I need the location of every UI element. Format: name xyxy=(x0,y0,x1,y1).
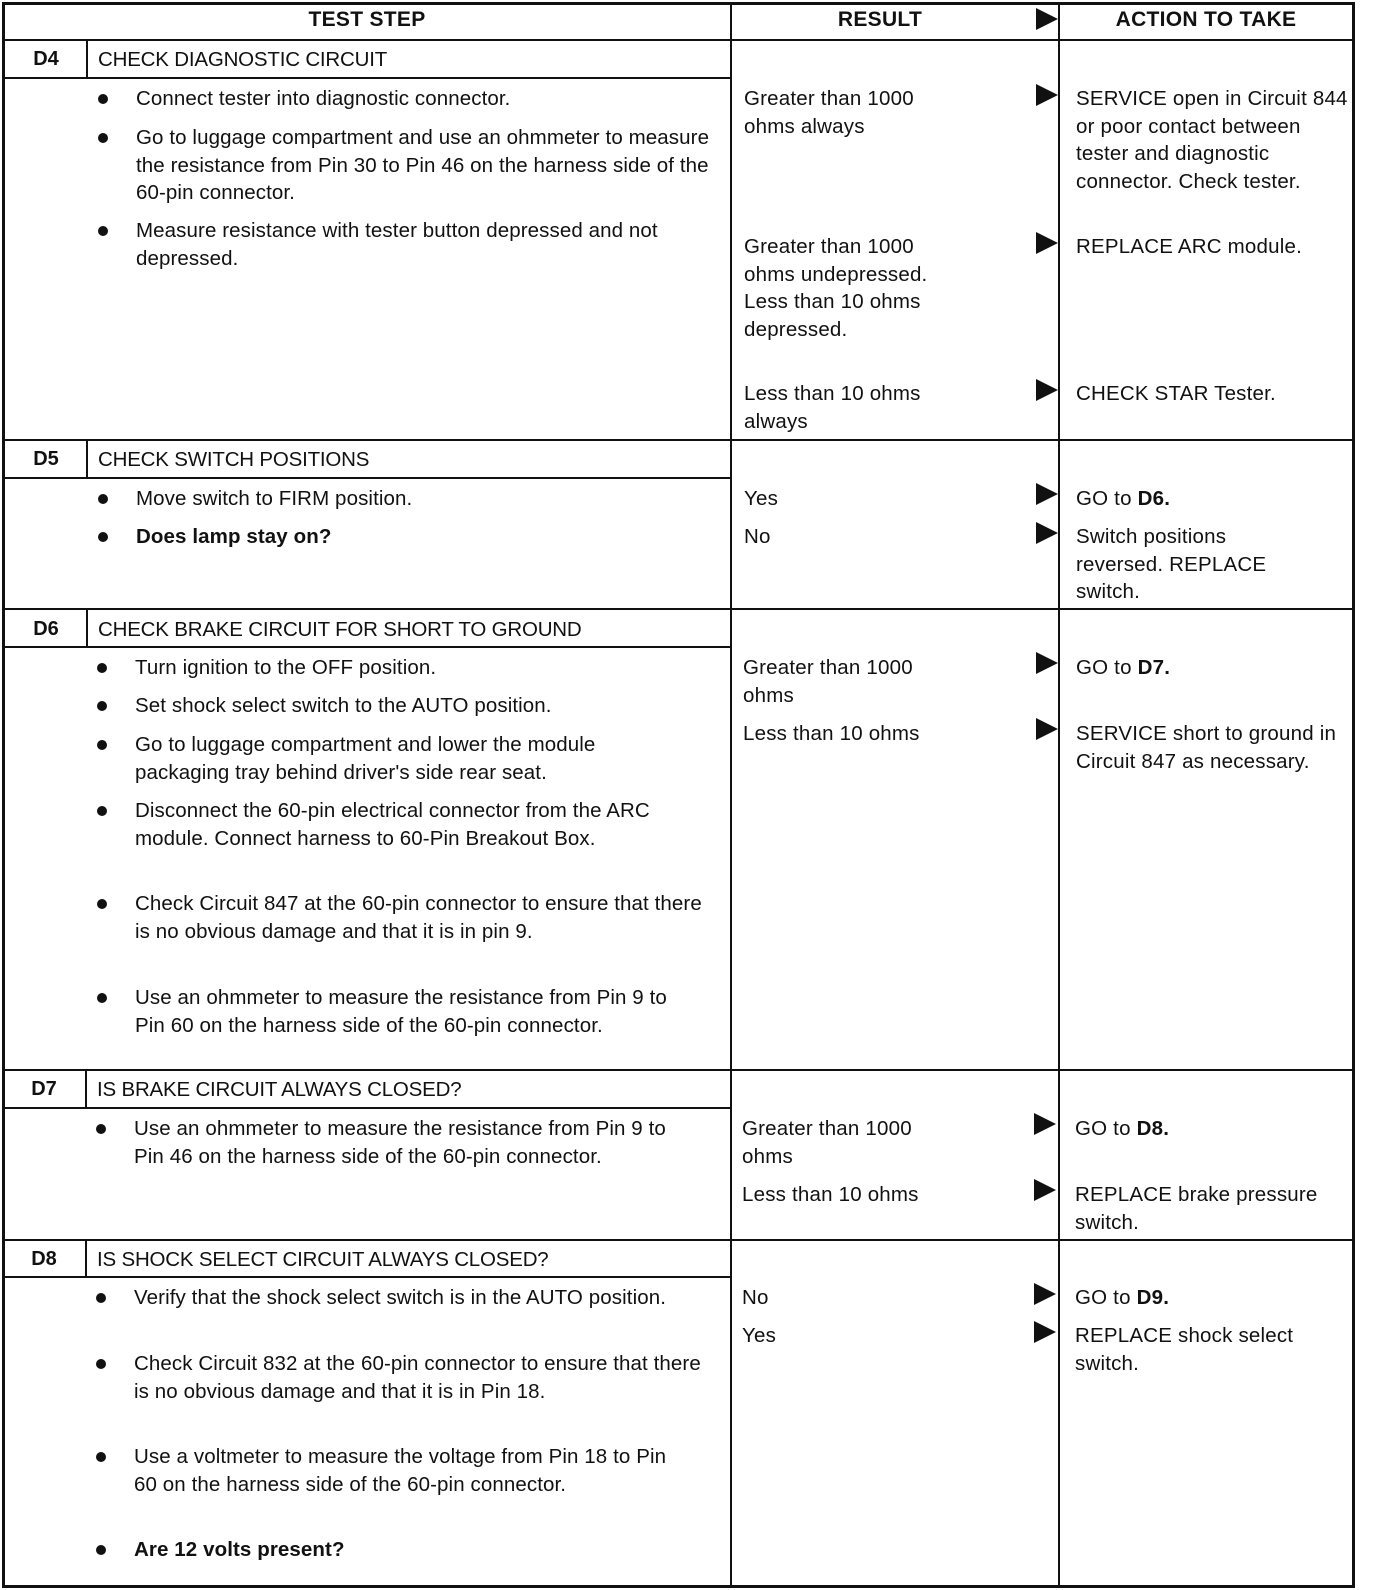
step-d5-result-1: Yes xyxy=(744,487,779,510)
title-underline-d5 xyxy=(2,477,732,479)
step-d5-bullet-1: Move switch to FIRM position. xyxy=(136,485,716,513)
arrow-icon xyxy=(1036,718,1058,740)
step-d4-action-3: CHECK STAR Tester. xyxy=(1076,382,1276,405)
bullet-icon xyxy=(96,1359,106,1369)
table-border-right xyxy=(1352,2,1355,1588)
step-d6-result-2: Less than 10 ohms xyxy=(743,722,920,745)
arrow-icon xyxy=(1036,652,1058,674)
arrow-icon xyxy=(1034,1179,1056,1201)
step-d5-bullet-2: Does lamp stay on? xyxy=(136,523,716,551)
id-divider-d6 xyxy=(86,608,88,648)
step-d6-bullet-2: Set shock select switch to the AUTO position. xyxy=(135,692,715,720)
step-d7-bullet-1: Use an ohmmeter to measure the resistance from Pin 9 to Pin 46 on the harness side of the 60-pin connector. xyxy=(134,1115,694,1170)
step-d6-bullet-6: Use an ohmmeter to measure the resistance from Pin 9 to Pin 60 on the harness side of the 60-pin connector. xyxy=(135,984,695,1039)
column-divider-result xyxy=(730,2,732,1588)
bullet-icon xyxy=(96,1545,106,1555)
arrow-icon xyxy=(1034,1283,1056,1305)
step-d6-bullet-4: Disconnect the 60-pin electrical connector from the ARC module. Connect harness to 60-Pin Breakout Box. xyxy=(135,797,715,852)
id-divider-d5 xyxy=(86,439,88,479)
step-d8-action-2: REPLACE shock select switch. xyxy=(1075,1324,1294,1375)
table-border-left xyxy=(2,2,5,1588)
id-divider-d4 xyxy=(86,39,88,79)
title-underline-d8 xyxy=(2,1276,732,1278)
column-divider-action xyxy=(1058,2,1060,1588)
header-action: ACTION TO TAKE xyxy=(1115,8,1297,31)
step-d8-result-1: No xyxy=(742,1286,769,1309)
id-divider-d8 xyxy=(85,1239,87,1278)
bullet-icon xyxy=(97,740,107,750)
step-title-d6: CHECK BRAKE CIRCUIT FOR SHORT TO GROUND xyxy=(98,618,582,641)
step-d8-bullet-4: Are 12 volts present? xyxy=(134,1536,694,1564)
step-d5-result-2: No xyxy=(744,525,771,548)
step-d6-action-1: GO to D7. xyxy=(1076,656,1171,679)
step-id-d6: D6 xyxy=(33,618,59,640)
arrow-icon xyxy=(1036,483,1058,505)
bullet-icon xyxy=(96,1452,106,1462)
bullet-icon xyxy=(98,94,108,104)
arrow-icon xyxy=(1036,84,1058,106)
title-underline-d6 xyxy=(2,646,732,648)
step-d7-result-2: Less than 10 ohms xyxy=(742,1183,919,1206)
id-divider-d7 xyxy=(85,1069,87,1109)
step-d8-bullet-1: Verify that the shock select switch is in the AUTO position. xyxy=(134,1284,694,1312)
step-d6-result-1: Greater than 1000 ohms xyxy=(743,656,913,707)
step-d7-action-2: REPLACE brake pressure switch. xyxy=(1075,1183,1318,1234)
step-d8-action-1: GO to D9. xyxy=(1075,1286,1170,1309)
step-d4-bullet-1: Connect tester into diagnostic connector. xyxy=(136,85,716,113)
arrow-icon xyxy=(1036,522,1058,544)
step-id-d5: D5 xyxy=(33,448,59,470)
bullet-icon xyxy=(98,494,108,504)
step-title-d4: CHECK DIAGNOSTIC CIRCUIT xyxy=(98,48,388,71)
step-d6-bullet-5: Check Circuit 847 at the 60-pin connector to ensure that there is no obvious damage and that it is in pin 9. xyxy=(135,890,715,945)
step-d6-bullet-3: Go to luggage compartment and lower the module packaging tray behind driver's side rear seat. xyxy=(135,731,695,786)
bullet-icon xyxy=(96,1293,106,1303)
step-d7-action-1: GO to D8. xyxy=(1075,1117,1170,1140)
header-arrow-icon xyxy=(1036,8,1058,30)
bullet-icon xyxy=(98,532,108,542)
step-d7-result-1: Greater than 1000 ohms xyxy=(742,1117,912,1168)
step-d5-action-2: Switch positions reversed. REPLACE switch. xyxy=(1076,525,1267,603)
table-border-top xyxy=(2,2,1354,5)
header-result: RESULT xyxy=(837,8,923,31)
step-d8-bullet-2: Check Circuit 832 at the 60-pin connector to ensure that there is no obvious damage and that it is in Pin 18. xyxy=(134,1350,714,1405)
bullet-icon xyxy=(98,133,108,143)
title-underline-d7 xyxy=(2,1107,732,1109)
step-d4-result-3: Less than 10 ohms always xyxy=(744,382,921,433)
row-divider-d6 xyxy=(2,608,1354,610)
header-test-step: TEST STEP xyxy=(308,8,426,31)
step-d4-action-1: SERVICE open in Circuit 844 or poor contact between tester and diagnostic connector. Check tester. xyxy=(1076,87,1348,193)
arrow-icon xyxy=(1034,1321,1056,1343)
bullet-icon xyxy=(98,226,108,236)
step-title-d5: CHECK SWITCH POSITIONS xyxy=(98,448,370,471)
arrow-icon xyxy=(1034,1113,1056,1135)
step-d8-result-2: Yes xyxy=(742,1324,777,1347)
row-divider-d5 xyxy=(2,439,1354,441)
bullet-icon xyxy=(96,1124,106,1134)
step-d4-result-1: Greater than 1000 ohms always xyxy=(744,87,914,138)
title-underline-d4 xyxy=(2,77,732,79)
arrow-icon xyxy=(1036,379,1058,401)
step-d4-result-2: Greater than 1000 ohms undepressed. Less than 10 ohms depressed. xyxy=(744,235,928,341)
table-border-bottom xyxy=(2,1585,1354,1588)
row-divider-d8 xyxy=(2,1239,1354,1241)
bullet-icon xyxy=(97,899,107,909)
step-d6-action-2: SERVICE short to ground in Circuit 847 as necessary. xyxy=(1076,722,1337,773)
header-divider xyxy=(2,39,1354,41)
bullet-icon xyxy=(97,993,107,1003)
arrow-icon xyxy=(1036,232,1058,254)
step-title-d8: IS SHOCK SELECT CIRCUIT ALWAYS CLOSED? xyxy=(97,1248,549,1271)
step-d5-action-1: GO to D6. xyxy=(1076,487,1171,510)
step-d6-bullet-1: Turn ignition to the OFF position. xyxy=(135,654,715,682)
step-d4-action-2: REPLACE ARC module. xyxy=(1076,235,1302,258)
row-divider-d7 xyxy=(2,1069,1354,1071)
bullet-icon xyxy=(97,806,107,816)
step-title-d7: IS BRAKE CIRCUIT ALWAYS CLOSED? xyxy=(97,1078,462,1101)
step-id-d4: D4 xyxy=(33,48,59,70)
step-id-d7: D7 xyxy=(31,1078,57,1100)
step-d8-bullet-3: Use a voltmeter to measure the voltage from Pin 18 to Pin 60 on the harness side of the 60-pin connector. xyxy=(134,1443,694,1498)
bullet-icon xyxy=(97,701,107,711)
step-d4-bullet-2: Go to luggage compartment and use an ohmmeter to measure the resistance from Pin 30 to Pin 46 on the harness side of the 60-pin connector. xyxy=(136,124,716,207)
step-id-d8: D8 xyxy=(31,1248,57,1270)
bullet-icon xyxy=(97,663,107,673)
step-d4-bullet-3: Measure resistance with tester button depressed and not depressed. xyxy=(136,217,696,272)
